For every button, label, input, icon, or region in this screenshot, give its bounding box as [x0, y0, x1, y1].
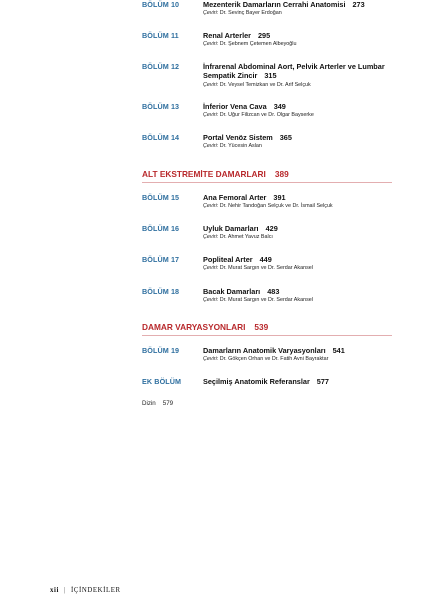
chapter-label: BÖLÜM 18 — [142, 287, 180, 296]
chapter-title — [203, 102, 393, 111]
translator-names: Dr. Nehir Tandoğan Selçuk ve Dr. İsmail Selçuk — [218, 203, 333, 209]
page-footer — [50, 587, 121, 594]
translator-label: Çeviri: — [203, 265, 219, 271]
index-label: Dizin — [142, 400, 156, 407]
chapter-title — [203, 0, 393, 9]
section-title-text: DAMAR VARYASYONLARI — [142, 322, 246, 332]
chapter-page: 315 — [264, 71, 277, 81]
chapter-title — [203, 133, 393, 142]
chapter-translators — [203, 265, 403, 271]
chapter-title-text: Ana Femoral Arter — [203, 193, 267, 202]
chapter-label: BÖLÜM 13 — [142, 102, 180, 111]
section-page: 389 — [274, 169, 289, 179]
translator-label: Çeviri: — [203, 234, 219, 240]
section-title-text: ALT EKSTREMİTE DAMARLARI — [142, 169, 266, 179]
chapter-translators — [203, 112, 403, 118]
chapter-title — [203, 346, 393, 355]
chapter-page: 349 — [273, 102, 286, 111]
index-page: 579 — [162, 400, 174, 407]
chapter-title-text: Damarların Anatomik Varyasyonları — [203, 346, 326, 355]
translator-label: Çeviri: — [203, 10, 219, 16]
chapter-translators — [203, 82, 403, 88]
chapter-page: 541 — [332, 346, 345, 355]
chapter-translators — [203, 10, 403, 16]
chapter-label: BÖLÜM 19 — [142, 346, 180, 355]
chapter-title — [203, 255, 393, 264]
translator-names: Dr. Yücesin Aslan — [218, 143, 262, 149]
chapter-title — [203, 377, 393, 386]
translator-label: Çeviri: — [203, 356, 219, 362]
chapter-title-text: İnfrarenal Abdominal Aort, Pelvik Arterler ve Lumbar Sempatik Zincir — [203, 62, 385, 81]
chapter-page: 577 — [316, 377, 329, 386]
chapter-page: 295 — [258, 31, 271, 40]
chapter-title-text: Portal Venöz Sistem — [203, 133, 273, 142]
chapter-title — [203, 62, 393, 81]
chapter-label: BÖLÜM 17 — [142, 255, 180, 264]
translator-names: Dr. Murat Sargın ve Dr. Serdar Akansel — [218, 297, 313, 303]
translator-names: Dr. Veysel Temizkan ve Dr. Arif Selçuk — [218, 82, 311, 88]
section-divider — [142, 182, 392, 183]
chapter-page: 483 — [267, 287, 280, 296]
chapter-page: 429 — [265, 224, 278, 233]
chapter-title-text: Renal Arterler — [203, 31, 251, 40]
section-divider — [142, 335, 392, 336]
chapter-label: BÖLÜM 10 — [142, 0, 180, 9]
translator-label: Çeviri: — [203, 41, 219, 47]
section-heading — [142, 322, 268, 332]
chapter-page: 365 — [279, 133, 292, 142]
chapter-label: BÖLÜM 12 — [142, 62, 180, 71]
chapter-title — [203, 193, 393, 202]
running-head: İÇİNDEKİLER — [70, 587, 121, 594]
chapter-title — [203, 287, 393, 296]
section-heading — [142, 169, 289, 179]
chapter-title — [203, 31, 393, 40]
translator-names: Dr. Sevinç Bayer Erdoğan — [218, 10, 282, 16]
translator-label: Çeviri: — [203, 112, 219, 118]
chapter-label: BÖLÜM 11 — [142, 31, 179, 40]
translator-label: Çeviri: — [203, 297, 219, 303]
chapter-page: 391 — [273, 193, 286, 202]
translator-names: Dr. Gökçen Orhan ve Dr. Fatih Avni Bayraktar — [218, 356, 329, 362]
translator-names: Dr. Ahmet Yavuz Balcı — [218, 234, 273, 240]
chapter-translators — [203, 234, 403, 240]
chapter-title-text: Bacak Damarları — [203, 287, 261, 296]
chapter-label: BÖLÜM 14 — [142, 133, 180, 142]
chapter-label: BÖLÜM 16 — [142, 224, 180, 233]
chapter-page: 449 — [259, 255, 272, 264]
translator-label: Çeviri: — [203, 143, 219, 149]
chapter-translators — [203, 143, 403, 149]
chapter-translators — [203, 356, 403, 362]
chapter-title-text: Seçilmiş Anatomik Referanslar — [203, 377, 310, 386]
chapter-title-text: Popliteal Arter — [203, 255, 253, 264]
translator-names: Dr. Murat Sargın ve Dr. Serdar Akansel — [218, 265, 313, 271]
chapter-label: BÖLÜM 15 — [142, 193, 180, 202]
chapter-title-text: Uyluk Damarları — [203, 224, 259, 233]
section-page: 539 — [254, 322, 269, 332]
chapter-label: EK BÖLÜM — [142, 377, 182, 386]
chapter-translators — [203, 203, 403, 209]
footer-separator: | — [63, 587, 66, 594]
translator-label: Çeviri: — [203, 82, 219, 88]
chapter-translators — [203, 297, 403, 303]
translator-names: Dr. Uğur Filizcan ve Dr. Olgar Bayserke — [218, 112, 314, 118]
index-entry — [142, 400, 173, 407]
translator-label: Çeviri: — [203, 203, 219, 209]
page-number: xii — [50, 587, 59, 594]
chapter-title-text: Mezenterik Damarların Cerrahi Anatomisi — [203, 0, 346, 9]
chapter-title-text: İnferior Vena Cava — [203, 102, 267, 111]
chapter-title — [203, 224, 393, 233]
chapter-translators — [203, 41, 403, 47]
translator-names: Dr. Şebnem Çetemen Albeyoğlu — [218, 41, 297, 47]
chapter-page: 273 — [352, 0, 365, 9]
